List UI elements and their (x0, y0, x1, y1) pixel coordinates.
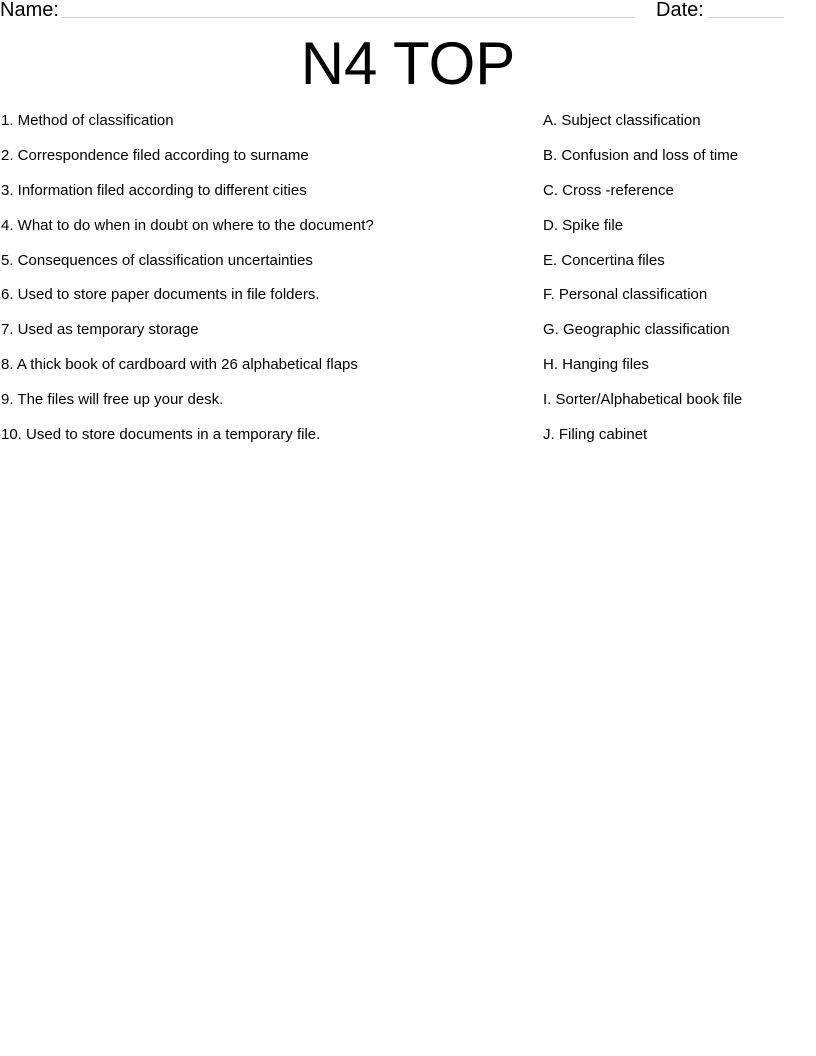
answer-item: J. Filing cabinet (543, 426, 648, 444)
answer-item: C. Cross -reference (543, 181, 674, 199)
name-label: Name: (0, 0, 59, 21)
question-item: 9. The files will free up your desk. (1, 391, 224, 409)
answer-item: I. Sorter/Alphabetical book file (543, 391, 743, 409)
question-item: 4. What to do when in doubt on where to the document? (1, 216, 374, 234)
question-item: 1. Method of classification (1, 112, 174, 129)
worksheet-header (0, 0, 816, 24)
questions-list (1, 111, 521, 460)
answer-item: G. Geographic classification (543, 321, 730, 339)
answers-list (543, 111, 813, 460)
question-item: 8. A thick book of cardboard with 26 alphabetical flaps (1, 356, 358, 374)
question-item: 6. Used to store paper documents in file folders. (1, 286, 320, 304)
question-item: 2. Correspondence filed according to surname (1, 146, 309, 164)
question-item: 3. Information filed according to different cities (1, 181, 307, 199)
question-item: 5. Consequences of classification uncertainties (1, 251, 313, 269)
answer-item: A. Subject classification (543, 112, 701, 129)
question-item: 7. Used as temporary storage (1, 321, 199, 339)
worksheet-title: N4 TOP (300, 30, 516, 97)
answer-item: E. Concertina files (543, 251, 665, 269)
answer-item: B. Confusion and loss of time (543, 146, 739, 164)
date-blank-line[interactable] (708, 17, 784, 18)
question-item: 10. Used to store documents in a temporary file. (1, 426, 321, 444)
answer-item: F. Personal classification (543, 286, 708, 304)
answer-item: D. Spike file (543, 216, 624, 234)
answer-item: H. Hanging files (543, 356, 649, 374)
date-label: Date: (656, 0, 704, 21)
name-blank-line[interactable] (62, 17, 635, 18)
